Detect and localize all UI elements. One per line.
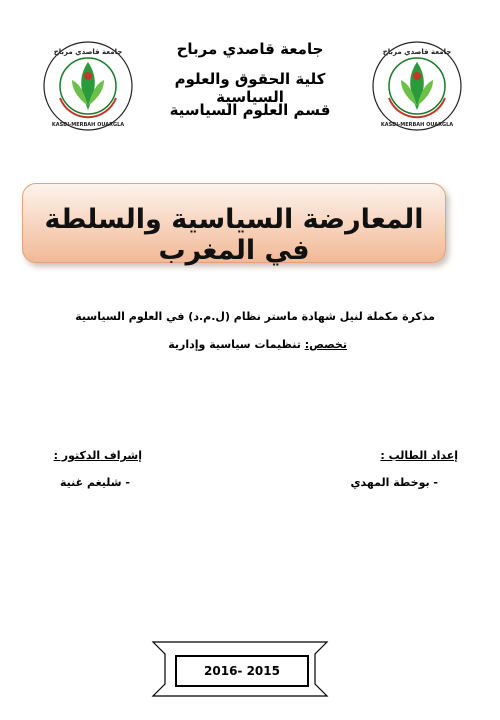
supervised-by-label: إشراف الدكتور :	[53, 449, 142, 462]
title-box	[22, 183, 446, 266]
academic-year: 2016- 2015	[175, 655, 309, 687]
thesis-title: المعارضة السياسية والسلطة في المغرب	[44, 204, 424, 266]
specialty-value: تنظيمات سياسية وإدارية	[168, 338, 301, 351]
university-logo-left	[42, 40, 134, 132]
svg-text:جامعة قاصدي مرباح: جامعة قاصدي مرباح	[53, 48, 123, 56]
specialty-line	[168, 338, 347, 351]
prepared-by-label: إعداد الطالب :	[380, 449, 458, 462]
university-name: جامعة قاصدي مرباح	[176, 40, 324, 58]
university-logo-right	[371, 40, 463, 132]
specialty-label: تخصص:	[304, 338, 347, 351]
department-name: قسم العلوم السياسية	[169, 101, 331, 119]
student-name: - بوخطة المهدي	[350, 476, 438, 489]
memo-description: مذكرة مكملة لنيل شهادة ماستر نظام (ل.م.د) في العلوم السياسية	[75, 310, 435, 323]
svg-text:KASDI-MERBAH OUARGLA: KASDI-MERBAH OUARGLA	[51, 122, 125, 128]
supervisor-name: - شليغم غنية	[59, 476, 130, 489]
svg-text:جامعة قاصدي مرباح: جامعة قاصدي مرباح	[382, 48, 452, 56]
svg-text:KASDI-MERBAH OUARGLA: KASDI-MERBAH OUARGLA	[380, 122, 454, 128]
faculty-name: كلية الحقوق والعلوم السياسية	[174, 70, 326, 106]
